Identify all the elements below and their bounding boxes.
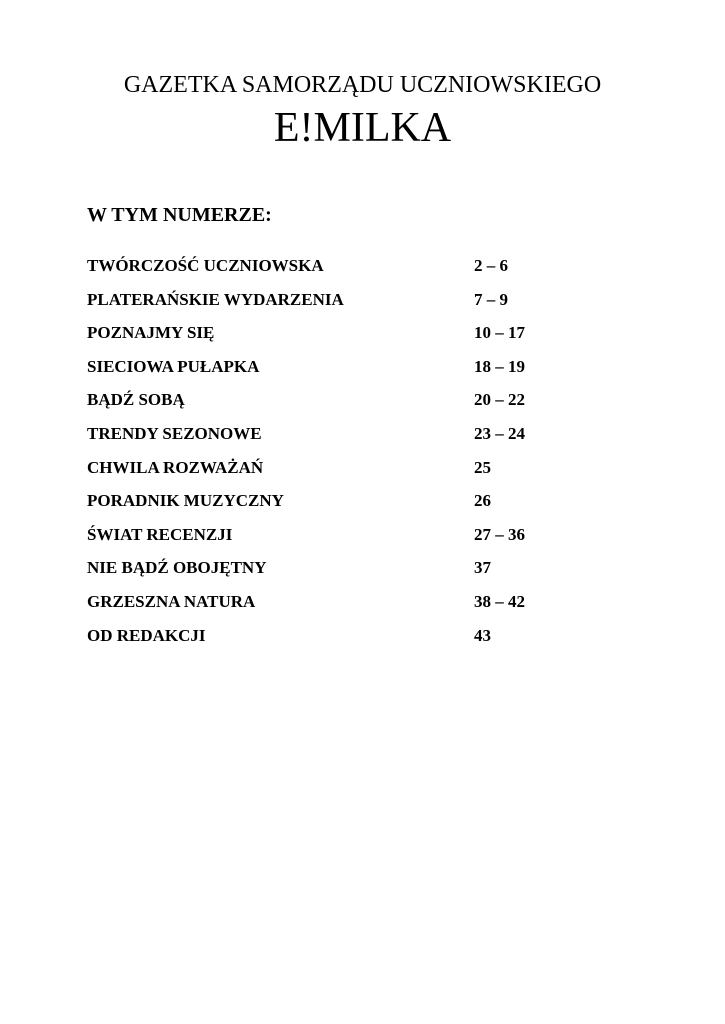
toc-entry-title: SIECIOWA PUŁAPKA xyxy=(87,356,260,376)
toc-entry-pages: 18 – 19 xyxy=(474,356,525,376)
toc-entry-title: TWÓRCZOŚĆ UCZNIOWSKA xyxy=(87,256,324,275)
toc-entry-pages: 23 – 24 xyxy=(474,423,525,443)
toc-entry-title: TRENDY SEZONOWE xyxy=(87,423,262,443)
toc-entry-pages: 2 – 6 xyxy=(474,256,508,275)
toc-entry xyxy=(87,557,647,591)
toc-entry-title: BĄDŹ SOBĄ xyxy=(87,390,185,410)
table-of-contents xyxy=(87,255,647,658)
toc-entry xyxy=(87,423,647,457)
toc-entry-pages: 20 – 22 xyxy=(474,390,525,410)
toc-entry-pages: 25 xyxy=(474,457,491,477)
contents-heading: W TYM NUMERZE: xyxy=(87,204,272,226)
toc-entry-title: PORADNIK MUZYCZNY xyxy=(87,491,284,511)
toc-entry-pages: 7 – 9 xyxy=(474,289,508,309)
toc-entry xyxy=(87,625,647,659)
toc-entry xyxy=(87,457,647,491)
toc-entry-title: GRZESZNA NATURA xyxy=(87,591,256,611)
toc-entry xyxy=(87,322,647,356)
toc-entry-pages: 37 xyxy=(474,558,491,578)
toc-entry xyxy=(87,490,647,524)
toc-entry xyxy=(87,289,647,323)
toc-entry-title: ŚWIAT RECENZJI xyxy=(87,524,233,544)
toc-entry-title: NIE BĄDŹ OBOJĘTNY xyxy=(87,558,267,578)
toc-entry-pages: 27 – 36 xyxy=(474,524,525,544)
toc-entry-title: POZNAJMY SIĘ xyxy=(87,323,215,343)
toc-entry-pages: 43 xyxy=(474,625,491,645)
toc-entry xyxy=(87,356,647,390)
toc-entry-pages: 38 – 42 xyxy=(474,591,525,611)
toc-entry-pages: 10 – 17 xyxy=(474,323,525,343)
newsletter-subtitle: GAZETKA SAMORZĄDU UCZNIOWSKIEGO xyxy=(123,72,602,98)
toc-entry xyxy=(87,389,647,423)
toc-entry xyxy=(87,591,647,625)
toc-entry xyxy=(87,255,647,289)
newsletter-title: E!MILKA xyxy=(273,105,452,151)
toc-entry-title: OD REDAKCJI xyxy=(87,625,206,645)
toc-entry xyxy=(87,524,647,558)
toc-entry-pages: 26 xyxy=(474,491,491,511)
toc-entry-title: CHWILA ROZWAŻAŃ xyxy=(87,457,264,477)
toc-entry-title: PLATERAŃSKIE WYDARZENIA xyxy=(87,289,344,309)
